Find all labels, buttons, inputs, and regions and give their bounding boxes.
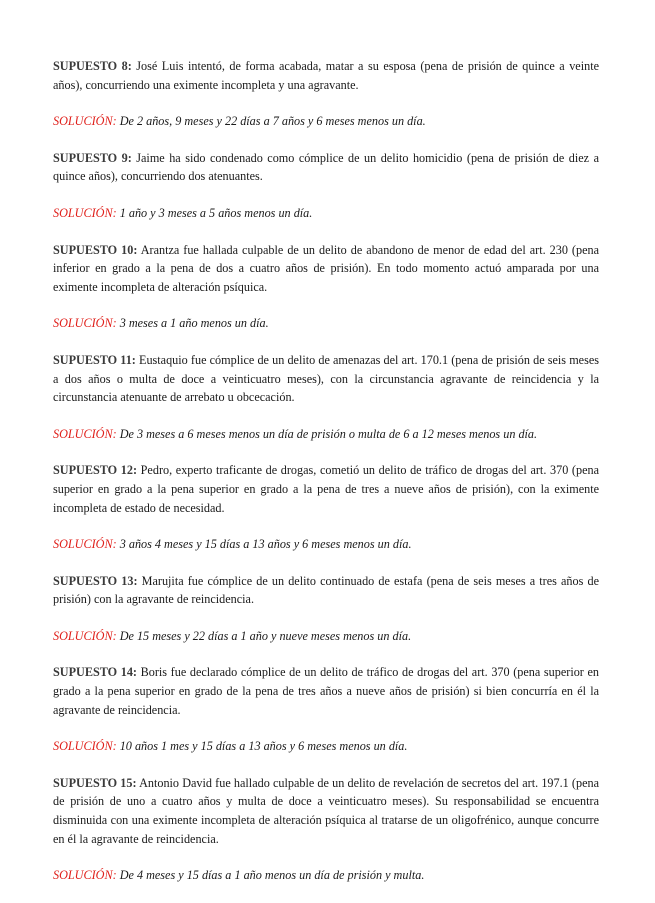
case-label: SUPUESTO 10: xyxy=(53,242,138,257)
solution-11 xyxy=(53,425,599,444)
case-label: SUPUESTO 12: xyxy=(53,463,138,478)
solution-label: SOLUCIÓN: xyxy=(53,537,117,552)
solution-10 xyxy=(53,314,599,333)
solution-label: SOLUCIÓN: xyxy=(53,205,117,220)
document-page xyxy=(53,57,599,903)
solution-15 xyxy=(53,866,599,885)
case-9 xyxy=(53,149,599,186)
solution-8 xyxy=(53,112,599,131)
solution-12 xyxy=(53,535,599,554)
case-text: Antonio David fue hallado culpable de un delito de revelación de secretos del art. 197.1 (pena de prisión de uno a cuatro años y multa de doce a veinticuatro meses). Su responsabilidad se encuentra disminuida con una eximente incompleta de alteración psíquica al tratarse de un oligofrénico, aunque concurre en él la agravante de reincidencia. xyxy=(53,775,599,846)
case-15 xyxy=(53,774,599,848)
solution-label: SOLUCIÓN: xyxy=(53,739,117,754)
solution-label: SOLUCIÓN: xyxy=(53,868,117,883)
case-label: SUPUESTO 13: xyxy=(53,573,138,588)
solution-text: De 15 meses y 22 días a 1 año y nueve meses menos un día. xyxy=(116,628,412,643)
case-text: Arantza fue hallada culpable de un delito de abandono de menor de edad del art. 230 (pena inferior en grado a la pena de dos a cuatro años de prisión). En todo momento actuó amparada por una eximente incompleta de alteración psíquica. xyxy=(53,242,599,294)
case-text: Pedro, experto traficante de drogas, cometió un delito de tráfico de drogas del art. 370 (pena superior en grado a la pena superior en grado a la pena de tres a nueve años de prisión), con la eximente incompleta de estado de necesidad. xyxy=(53,463,599,515)
solution-text: 10 años 1 mes y 15 días a 13 años y 6 meses menos un día. xyxy=(116,739,408,754)
case-label: SUPUESTO 11: xyxy=(53,352,136,367)
case-text: Marujita fue cómplice de un delito continuado de estafa (pena de seis meses a tres años de prisión) con la agravante de reincidencia. xyxy=(53,573,599,607)
solution-13 xyxy=(53,627,599,646)
solution-text: 3 meses a 1 año menos un día. xyxy=(116,316,269,331)
solution-label: SOLUCIÓN: xyxy=(53,114,117,129)
solution-label: SOLUCIÓN: xyxy=(53,628,117,643)
case-label: SUPUESTO 14: xyxy=(53,665,137,680)
solution-9 xyxy=(53,204,599,223)
case-label: SUPUESTO 8: xyxy=(53,59,132,73)
case-11 xyxy=(53,351,599,407)
case-14 xyxy=(53,663,599,719)
solution-text: De 2 años, 9 meses y 22 días a 7 años y 6 meses menos un día. xyxy=(116,114,426,129)
case-text: Jaime ha sido condenado como cómplice de un delito homicidio (pena de prisión de diez a quince años), concurriendo dos atenuantes. xyxy=(53,150,599,184)
case-label: SUPUESTO 9: xyxy=(53,150,132,165)
solution-text: 3 años 4 meses y 15 días a 13 años y 6 meses menos un día. xyxy=(116,537,412,552)
case-text: Eustaquio fue cómplice de un delito de amenazas del art. 170.1 (pena de prisión de seis meses a dos años o multa de doce a veinticuatro meses), con la circunstancia agravante de reincidencia y la circunstancia atenuante de arrebato u obcecación. xyxy=(53,352,599,405)
solution-label: SOLUCIÓN: xyxy=(53,316,117,331)
case-label: SUPUESTO 15: xyxy=(53,775,137,790)
solution-text: De 4 meses y 15 días a 1 año menos un día de prisión y multa. xyxy=(116,868,425,883)
case-12 xyxy=(53,461,599,517)
solution-text: De 3 meses a 6 meses menos un día de prisión o multa de 6 a 12 meses menos un día. xyxy=(116,426,538,441)
case-13 xyxy=(53,572,599,609)
solution-14 xyxy=(53,737,599,756)
case-10 xyxy=(53,241,599,297)
case-text: Boris fue declarado cómplice de un delito de tráfico de drogas del art. 370 (pena superior en grado a la pena superior en grado de la pena de tres años a nueve años de prisión) si bien concurría en él la agravante de reincidencia. xyxy=(53,665,599,717)
case-8 xyxy=(53,57,599,94)
solution-text: 1 año y 3 meses a 5 años menos un día. xyxy=(116,205,313,220)
case-text: José Luis intentó, de forma acabada, matar a su esposa (pena de prisión de quince a veinte años), concurriendo una eximente incompleta y una agravante. xyxy=(53,59,599,92)
solution-label: SOLUCIÓN: xyxy=(53,426,117,441)
